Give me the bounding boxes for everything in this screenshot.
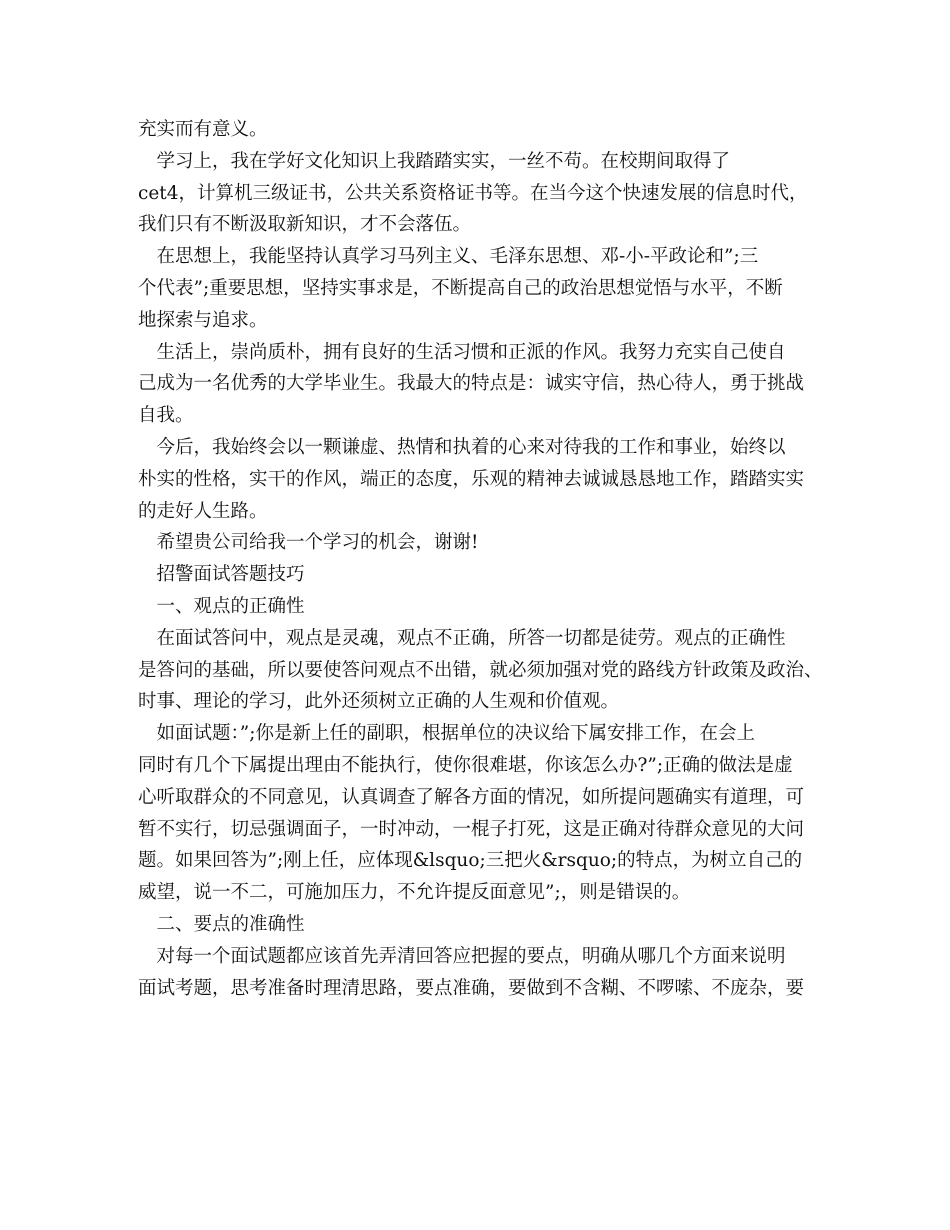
paragraph bbox=[138, 718, 828, 909]
text-line: 题。如果回答为”;刚上任，应体现&lsquo;三把火&rsquo;的特点，为树立自己的 bbox=[138, 850, 803, 872]
text-line: cet4，计算机三级证书，公共关系资格证书等。在当今这个快速发展的信息时代， bbox=[138, 182, 808, 204]
text-line: 面试考题，思考准备时理清思路，要点准确，要做到不含糊、不啰嗦、不庞杂，要 bbox=[138, 977, 805, 999]
paragraph bbox=[138, 591, 828, 623]
text-line: 暂不实行，切忌强调面子，一时冲动，一棍子打死，这是正确对待群众意见的大问 bbox=[138, 818, 805, 840]
paragraph bbox=[138, 941, 828, 1005]
text-line: 二、要点的准确性 bbox=[138, 913, 305, 935]
text-line: 我们只有不断汲取新知识，才不会落伍。 bbox=[138, 214, 472, 236]
paragraph bbox=[138, 909, 828, 941]
text-line: 己成为一名优秀的大学毕业生。我最大的特点是：诚实守信，热心待人，勇于挑战 bbox=[138, 373, 805, 395]
paragraph bbox=[138, 337, 828, 432]
text-line: 同时有几个下属提出理由不能执行，使你很难堪，你该怎么办?”;正确的做法是虚 bbox=[138, 754, 793, 776]
text-line: 地探索与追求。 bbox=[138, 309, 268, 331]
text-line: 朴实的性格，实干的作风，端正的态度，乐观的精神去诚诚恳恳地工作，踏踏实实 bbox=[138, 468, 805, 490]
text-line: 是答问的基础，所以要使答问观点不出错，就必须加强对党的路线方针政策及政治、 bbox=[138, 659, 823, 681]
text-line: 时事、理论的学习，此外还须树立正确的人生观和价值观。 bbox=[138, 691, 620, 713]
text-line: 希望贵公司给我一个学习的机会，谢谢! bbox=[138, 532, 479, 554]
text-line: 招警面试答题技巧 bbox=[138, 564, 305, 586]
text-line: 威望，说一不二，可施加压力，不允许提反面意见”;，则是错误的。 bbox=[138, 882, 691, 904]
text-line: 学习上，我在学好文化知识上我踏踏实实，一丝不苟。在校期间取得了 bbox=[138, 150, 731, 172]
document-body bbox=[138, 114, 828, 1004]
text-line: 的走好人生路。 bbox=[138, 500, 268, 522]
text-line: 自我。 bbox=[138, 405, 194, 427]
paragraph bbox=[138, 623, 828, 718]
paragraph bbox=[138, 432, 828, 527]
text-line: 心听取群众的不同意见，认真调查了解各方面的情况，如所提问题确实有道理，可 bbox=[138, 786, 805, 808]
text-line: 个代表”;重要思想，坚持实事求是，不断提高自己的政治思想觉悟与水平，不断 bbox=[138, 277, 783, 299]
paragraph bbox=[138, 559, 828, 591]
text-line: 今后，我始终会以一颗谦虚、热情和执着的心来对待我的工作和事业，始终以 bbox=[138, 436, 786, 458]
paragraph bbox=[138, 241, 828, 336]
paragraph bbox=[138, 114, 828, 146]
text-line: 一、观点的正确性 bbox=[138, 595, 305, 617]
text-line: 充实而有意义。 bbox=[138, 119, 268, 140]
paragraph bbox=[138, 146, 828, 241]
text-line: 生活上，崇尚质朴，拥有良好的生活习惯和正派的作风。我努力充实自己使自 bbox=[138, 341, 786, 363]
text-line: 在思想上，我能坚持认真学习马列主义、毛泽东思想、邓-小-平政论和”;三 bbox=[138, 246, 759, 268]
paragraph bbox=[138, 527, 828, 559]
text-line: 对每一个面试题都应该首先弄清回答应把握的要点，明确从哪几个方面来说明 bbox=[138, 945, 786, 967]
text-line: 在面试答问中，观点是灵魂，观点不正确，所答一切都是徒劳。观点的正确性 bbox=[138, 627, 786, 649]
text-line: 如面试题：”;你是新上任的副职，根据单位的决议给下属安排工作，在会上 bbox=[138, 723, 755, 745]
